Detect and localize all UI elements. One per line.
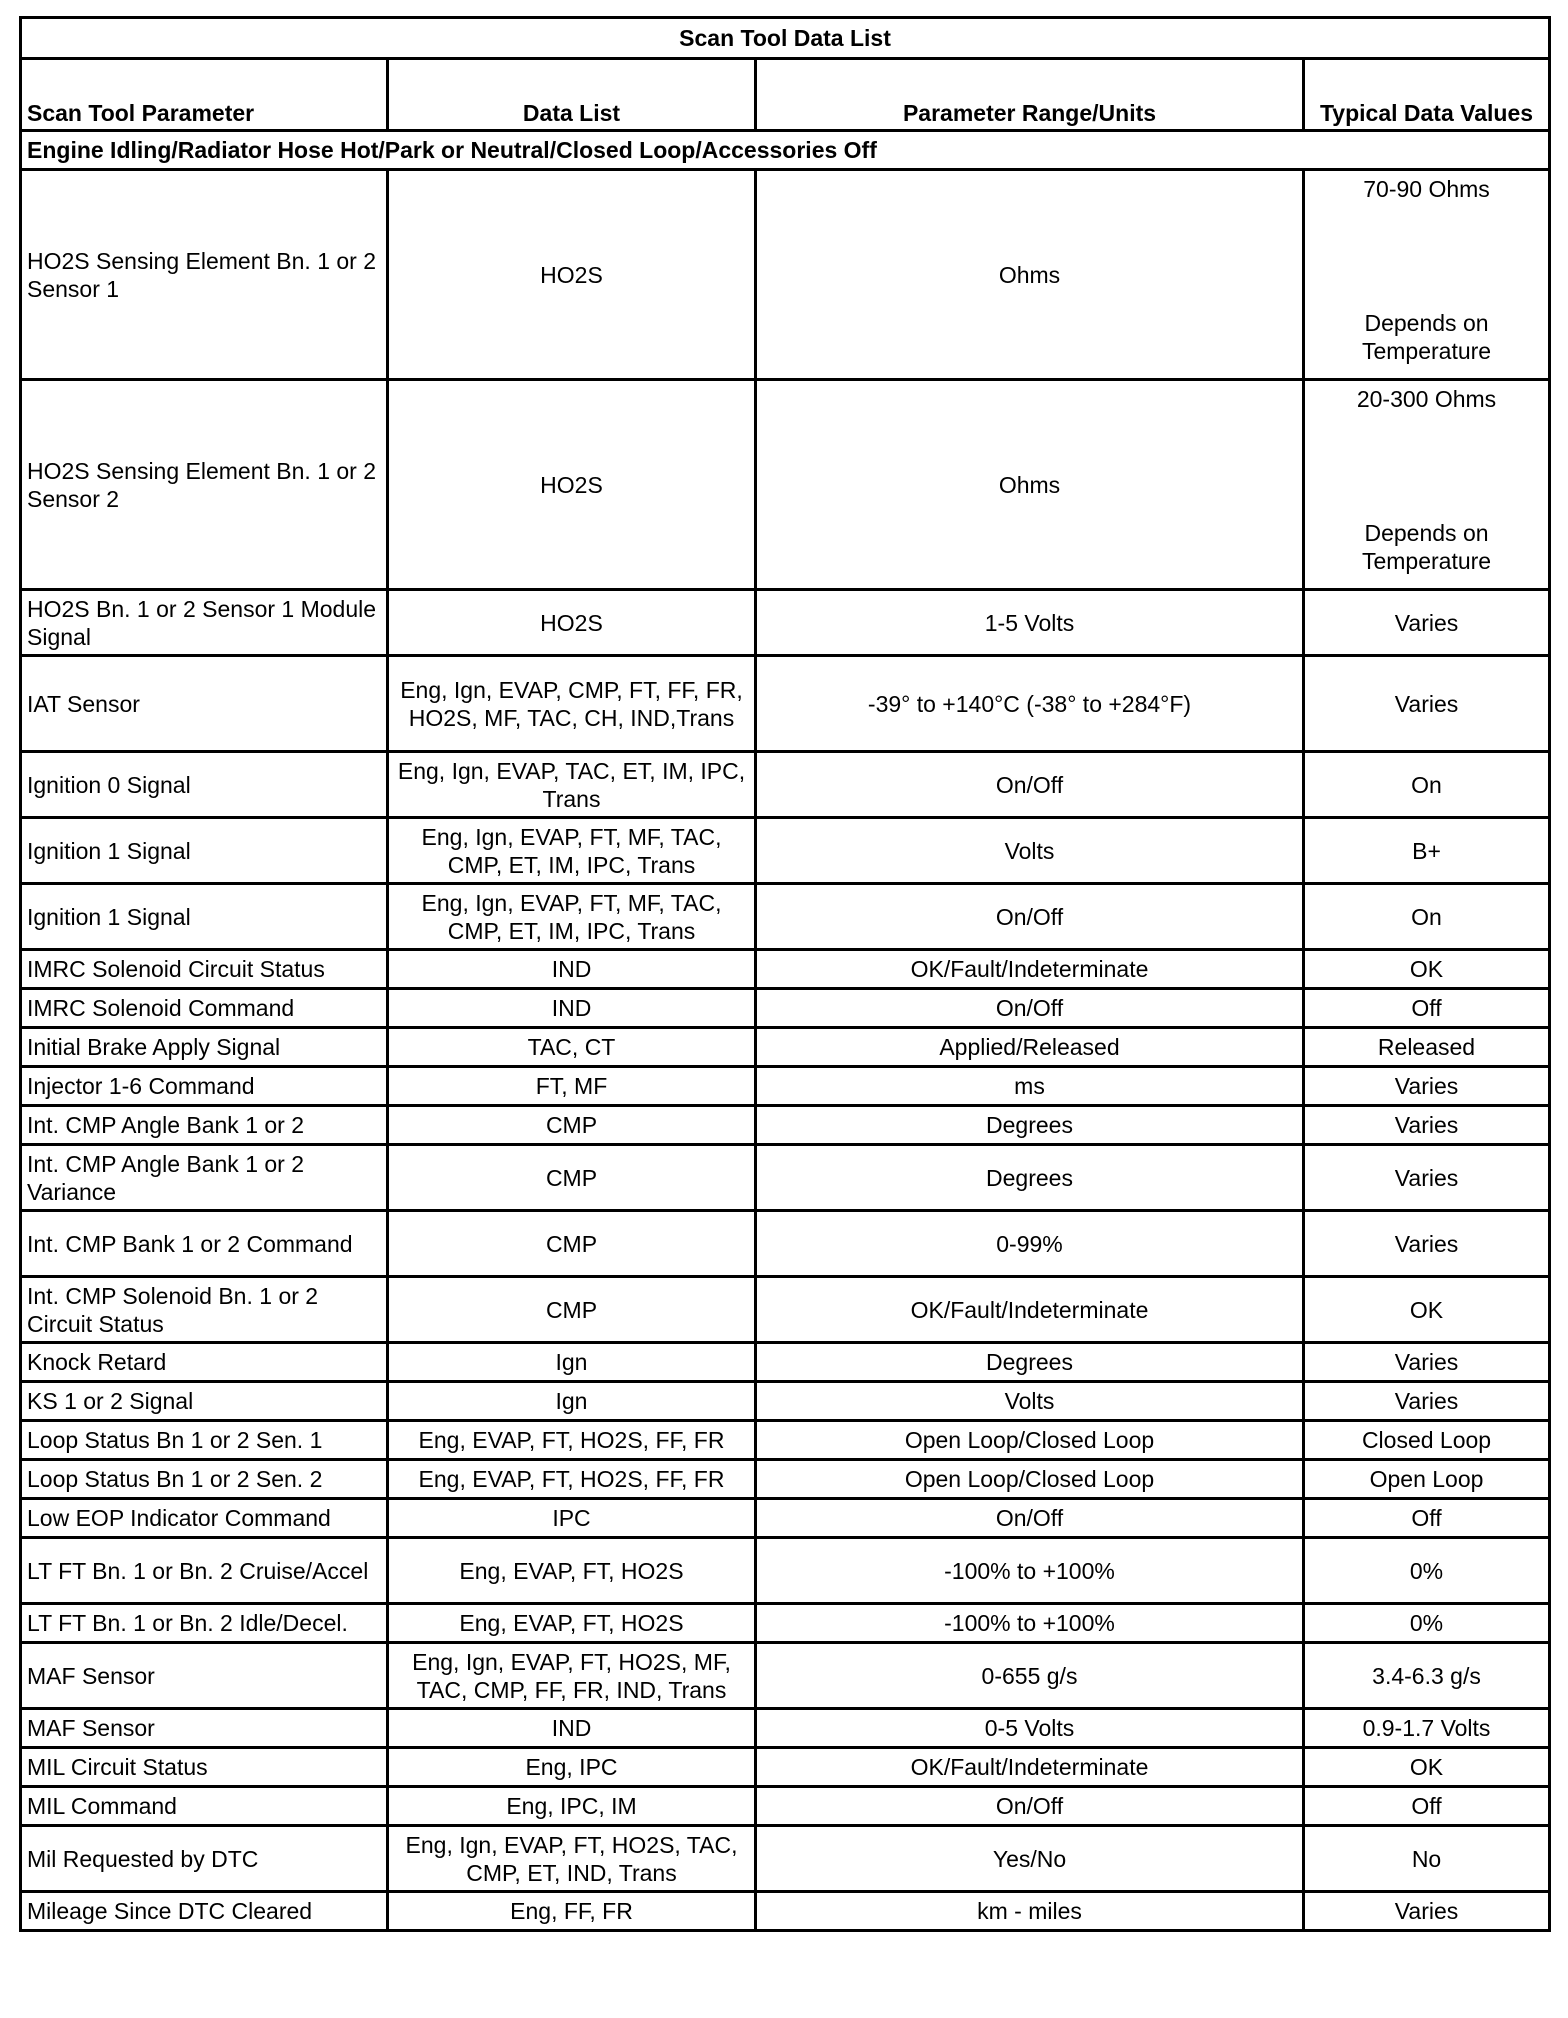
data-list-cell: CMP bbox=[388, 1211, 756, 1277]
header-data-list: Data List bbox=[388, 59, 756, 131]
parameter-cell: LT FT Bn. 1 or Bn. 2 Idle/Decel. bbox=[21, 1604, 388, 1643]
data-list-cell: HO2S bbox=[388, 170, 756, 380]
typical-note: Depends on Temperature bbox=[1361, 520, 1492, 574]
parameter-cell: Int. CMP Angle Bank 1 or 2 Variance bbox=[21, 1145, 388, 1211]
table-title: Scan Tool Data List bbox=[21, 18, 1550, 59]
table-row bbox=[21, 1421, 1550, 1460]
range-cell: Open Loop/Closed Loop bbox=[756, 1460, 1304, 1499]
range-cell: Applied/Released bbox=[756, 1028, 1304, 1067]
data-list-cell: IPC bbox=[388, 1499, 756, 1538]
data-list-cell: Eng, FF, FR bbox=[388, 1892, 756, 1931]
typical-cell: Off bbox=[1304, 989, 1550, 1028]
range-cell: On/Off bbox=[756, 989, 1304, 1028]
parameter-cell: MIL Command bbox=[21, 1787, 388, 1826]
parameter-cell: Ignition 1 Signal bbox=[21, 818, 388, 884]
data-list-cell: Eng, EVAP, FT, HO2S bbox=[388, 1538, 756, 1604]
typical-cell: Open Loop bbox=[1304, 1460, 1550, 1499]
data-list-cell: IND bbox=[388, 950, 756, 989]
range-cell: -100% to +100% bbox=[756, 1604, 1304, 1643]
range-cell: Degrees bbox=[756, 1145, 1304, 1211]
data-list-cell: IND bbox=[388, 989, 756, 1028]
table-row bbox=[21, 989, 1550, 1028]
parameter-cell: Int. CMP Solenoid Bn. 1 or 2 Circuit Status bbox=[21, 1277, 388, 1343]
parameter-cell: Knock Retard bbox=[21, 1343, 388, 1382]
parameter-cell: HO2S Sensing Element Bn. 1 or 2 Sensor 2 bbox=[21, 380, 388, 590]
table-row bbox=[21, 1460, 1550, 1499]
parameter-cell: Mil Requested by DTC bbox=[21, 1826, 388, 1892]
typical-cell: Varies bbox=[1304, 1211, 1550, 1277]
typical-cell: Closed Loop bbox=[1304, 1421, 1550, 1460]
parameter-cell: Ignition 1 Signal bbox=[21, 884, 388, 950]
table-row bbox=[21, 656, 1550, 752]
parameter-cell: HO2S Bn. 1 or 2 Sensor 1 Module Signal bbox=[21, 590, 388, 656]
range-cell: OK/Fault/Indeterminate bbox=[756, 950, 1304, 989]
typical-cell: OK bbox=[1304, 1748, 1550, 1787]
range-cell: On/Off bbox=[756, 752, 1304, 818]
parameter-cell: Mileage Since DTC Cleared bbox=[21, 1892, 388, 1931]
table-row bbox=[21, 1826, 1550, 1892]
data-list-cell: Eng, EVAP, FT, HO2S bbox=[388, 1604, 756, 1643]
typical-cell: Varies bbox=[1304, 1343, 1550, 1382]
table-row bbox=[21, 818, 1550, 884]
typical-cell: On bbox=[1304, 884, 1550, 950]
data-list-cell: CMP bbox=[388, 1277, 756, 1343]
parameter-cell: Low EOP Indicator Command bbox=[21, 1499, 388, 1538]
table-row bbox=[21, 1604, 1550, 1643]
parameter-cell: IMRC Solenoid Command bbox=[21, 989, 388, 1028]
typical-cell: Varies bbox=[1304, 656, 1550, 752]
data-list-cell: Eng, IPC bbox=[388, 1748, 756, 1787]
range-cell: 0-655 g/s bbox=[756, 1643, 1304, 1709]
table-row bbox=[21, 1892, 1550, 1931]
range-cell: km - miles bbox=[756, 1892, 1304, 1931]
parameter-cell: Initial Brake Apply Signal bbox=[21, 1028, 388, 1067]
table-row bbox=[21, 1028, 1550, 1067]
typical-cell: B+ bbox=[1304, 818, 1550, 884]
typical-cell: Varies bbox=[1304, 1892, 1550, 1931]
parameter-cell: MAF Sensor bbox=[21, 1709, 388, 1748]
data-list-cell: Ign bbox=[388, 1343, 756, 1382]
range-cell: Volts bbox=[756, 818, 1304, 884]
parameter-cell: LT FT Bn. 1 or Bn. 2 Cruise/Accel bbox=[21, 1538, 388, 1604]
table-row bbox=[21, 1709, 1550, 1748]
table-row bbox=[21, 1748, 1550, 1787]
scan-tool-data-table bbox=[19, 16, 1551, 1932]
table-row bbox=[21, 1382, 1550, 1421]
data-list-cell: Eng, Ign, EVAP, CMP, FT, FF, FR, HO2S, MF, TAC, CH, IND,Trans bbox=[388, 656, 756, 752]
typical-value: 20-300 Ohms bbox=[1356, 386, 1497, 412]
range-cell: On/Off bbox=[756, 884, 1304, 950]
range-cell: Degrees bbox=[756, 1106, 1304, 1145]
range-cell: OK/Fault/Indeterminate bbox=[756, 1277, 1304, 1343]
data-list-cell: IND bbox=[388, 1709, 756, 1748]
parameter-cell: Loop Status Bn 1 or 2 Sen. 1 bbox=[21, 1421, 388, 1460]
table-row bbox=[21, 950, 1550, 989]
range-cell: On/Off bbox=[756, 1787, 1304, 1826]
table-row bbox=[21, 1145, 1550, 1211]
data-list-cell: Eng, Ign, EVAP, FT, HO2S, TAC, CMP, ET, IND, Trans bbox=[388, 1826, 756, 1892]
data-list-cell: Ign bbox=[388, 1382, 756, 1421]
data-list-cell: HO2S bbox=[388, 380, 756, 590]
typical-cell: 0.9-1.7 Volts bbox=[1304, 1709, 1550, 1748]
typical-cell: 0% bbox=[1304, 1604, 1550, 1643]
typical-cell: On bbox=[1304, 752, 1550, 818]
typical-cell: Off bbox=[1304, 1787, 1550, 1826]
typical-note: Depends on Temperature bbox=[1361, 310, 1492, 364]
table-row bbox=[21, 1277, 1550, 1343]
data-list-cell: TAC, CT bbox=[388, 1028, 756, 1067]
data-list-cell: Eng, Ign, EVAP, FT, HO2S, MF, TAC, CMP, FF, FR, IND, Trans bbox=[388, 1643, 756, 1709]
typical-cell: OK bbox=[1304, 950, 1550, 989]
typical-cell: Off bbox=[1304, 1499, 1550, 1538]
header-parameter-range: Parameter Range/Units bbox=[756, 59, 1304, 131]
range-cell: -100% to +100% bbox=[756, 1538, 1304, 1604]
data-list-cell: Eng, IPC, IM bbox=[388, 1787, 756, 1826]
range-cell: Ohms bbox=[756, 380, 1304, 590]
range-cell: Ohms bbox=[756, 170, 1304, 380]
parameter-cell: Int. CMP Angle Bank 1 or 2 bbox=[21, 1106, 388, 1145]
data-list-cell: CMP bbox=[388, 1106, 756, 1145]
typical-cell: Varies bbox=[1304, 590, 1550, 656]
table-row bbox=[21, 1499, 1550, 1538]
data-list-cell: CMP bbox=[388, 1145, 756, 1211]
table-row bbox=[21, 1067, 1550, 1106]
parameter-cell: Injector 1-6 Command bbox=[21, 1067, 388, 1106]
table-row bbox=[21, 1643, 1550, 1709]
range-cell: On/Off bbox=[756, 1499, 1304, 1538]
range-cell: 0-5 Volts bbox=[756, 1709, 1304, 1748]
range-cell: 1-5 Volts bbox=[756, 590, 1304, 656]
range-cell: Open Loop/Closed Loop bbox=[756, 1421, 1304, 1460]
range-cell: ms bbox=[756, 1067, 1304, 1106]
range-cell: Degrees bbox=[756, 1343, 1304, 1382]
data-list-cell: Eng, EVAP, FT, HO2S, FF, FR bbox=[388, 1421, 756, 1460]
header-typical-values: Typical Data Values bbox=[1304, 59, 1550, 131]
table-row bbox=[21, 1538, 1550, 1604]
range-cell: -39° to +140°C (-38° to +284°F) bbox=[756, 656, 1304, 752]
table-row bbox=[21, 1787, 1550, 1826]
typical-cell: 0% bbox=[1304, 1538, 1550, 1604]
table-row bbox=[21, 380, 1550, 590]
parameter-cell: IAT Sensor bbox=[21, 656, 388, 752]
table-row bbox=[21, 1106, 1550, 1145]
parameter-cell: HO2S Sensing Element Bn. 1 or 2 Sensor 1 bbox=[21, 170, 388, 380]
range-cell: OK/Fault/Indeterminate bbox=[756, 1748, 1304, 1787]
table-row bbox=[21, 1211, 1550, 1277]
parameter-cell: IMRC Solenoid Circuit Status bbox=[21, 950, 388, 989]
table-row bbox=[21, 884, 1550, 950]
typical-cell: No bbox=[1304, 1826, 1550, 1892]
table-row bbox=[21, 1343, 1550, 1382]
data-list-cell: FT, MF bbox=[388, 1067, 756, 1106]
typical-cell: 3.4-6.3 g/s bbox=[1304, 1643, 1550, 1709]
table-row bbox=[21, 590, 1550, 656]
typical-cell: Varies bbox=[1304, 1067, 1550, 1106]
header-scan-tool-parameter: Scan Tool Parameter bbox=[21, 59, 388, 131]
section-heading: Engine Idling/Radiator Hose Hot/Park or Neutral/Closed Loop/Accessories Off bbox=[21, 131, 1550, 170]
data-list-cell: Eng, Ign, EVAP, FT, MF, TAC, CMP, ET, IM, IPC, Trans bbox=[388, 884, 756, 950]
typical-cell: Released bbox=[1304, 1028, 1550, 1067]
range-cell: 0-99% bbox=[756, 1211, 1304, 1277]
typical-cell: OK bbox=[1304, 1277, 1550, 1343]
range-cell: Volts bbox=[756, 1382, 1304, 1421]
typical-cell bbox=[1304, 380, 1550, 590]
parameter-cell: MIL Circuit Status bbox=[21, 1748, 388, 1787]
data-list-cell: Eng, EVAP, FT, HO2S, FF, FR bbox=[388, 1460, 756, 1499]
data-list-cell: HO2S bbox=[388, 590, 756, 656]
parameter-cell: MAF Sensor bbox=[21, 1643, 388, 1709]
table-row bbox=[21, 170, 1550, 380]
data-list-cell: Eng, Ign, EVAP, TAC, ET, IM, IPC, Trans bbox=[388, 752, 756, 818]
parameter-cell: Ignition 0 Signal bbox=[21, 752, 388, 818]
data-list-cell: Eng, Ign, EVAP, FT, MF, TAC, CMP, ET, IM, IPC, Trans bbox=[388, 818, 756, 884]
parameter-cell: Int. CMP Bank 1 or 2 Command bbox=[21, 1211, 388, 1277]
typical-value: 70-90 Ohms bbox=[1363, 176, 1490, 202]
parameter-cell: Loop Status Bn 1 or 2 Sen. 2 bbox=[21, 1460, 388, 1499]
typical-cell: Varies bbox=[1304, 1106, 1550, 1145]
typical-cell: Varies bbox=[1304, 1382, 1550, 1421]
typical-cell: Varies bbox=[1304, 1145, 1550, 1211]
range-cell: Yes/No bbox=[756, 1826, 1304, 1892]
typical-cell bbox=[1304, 170, 1550, 380]
parameter-cell: KS 1 or 2 Signal bbox=[21, 1382, 388, 1421]
table-row bbox=[21, 752, 1550, 818]
